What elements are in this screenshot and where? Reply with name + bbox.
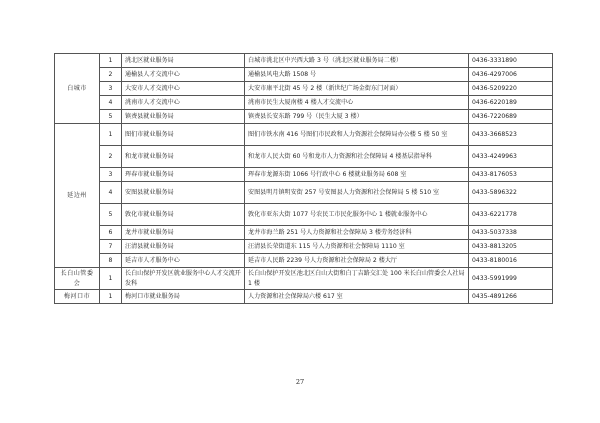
agency-address: 龙井市海兰路 251 号人力资源和社会保障局 3 楼劳务经济科 <box>245 226 469 240</box>
agency-address: 通榆县风电大路 1508 号 <box>245 68 469 82</box>
table-row <box>55 96 553 110</box>
row-number: 5 <box>100 110 122 124</box>
agency-address: 汪清县长荣街道东 115 号人力资源和社会保障局 1110 室 <box>245 240 469 254</box>
agency-phone: 0433-3668523 <box>469 124 553 146</box>
agency-name: 延吉市人才服务中心 <box>122 254 245 268</box>
row-number: 8 <box>100 254 122 268</box>
region-cell: 梅河口市 <box>55 290 100 304</box>
agency-name: 大安市人才交流中心 <box>122 82 245 96</box>
page-number: 27 <box>295 378 305 386</box>
table-row <box>55 268 553 290</box>
agency-name: 和龙市就业服务局 <box>122 146 245 168</box>
table-row <box>55 204 553 226</box>
row-number: 1 <box>100 124 122 146</box>
agency-phone: 0433-4249963 <box>469 146 553 168</box>
table-row <box>55 182 553 204</box>
region-cell: 长白山管委会 <box>55 268 100 290</box>
agency-address: 珲春市龙源东街 1066 号行政中心 6 楼就业服务局 608 室 <box>245 168 469 182</box>
table-row <box>55 146 553 168</box>
agency-address: 洮南市民生大厦南楼 4 楼人才交流中心 <box>245 96 469 110</box>
table-row <box>55 254 553 268</box>
row-number: 3 <box>100 168 122 182</box>
row-number: 7 <box>100 240 122 254</box>
row-number: 1 <box>100 268 122 290</box>
agency-phone: 0436-4297006 <box>469 68 553 82</box>
agency-phone: 0433-8813205 <box>469 240 553 254</box>
agency-address: 安图县明月镇明安街 257 号安图县人力资源和社会保障局 5 楼 510 室 <box>245 182 469 204</box>
agency-address: 长白山保护开发区池北区白山大街和白丁吉路交汇处 100 米长白山管委会人社局 1 楼 <box>245 268 469 290</box>
agency-name: 镇赉县就业服务局 <box>122 110 245 124</box>
table-row <box>55 168 553 182</box>
agency-address: 白城市洮北区中兴西大路 3 号（洮北区就业服务局二楼） <box>245 54 469 68</box>
row-number: 1 <box>100 54 122 68</box>
agency-address: 图们市铁水南 416 号图们市民政和人力资源社会保障局办公楼 5 楼 50 室 <box>245 124 469 146</box>
agency-phone: 0435-4891266 <box>469 290 553 304</box>
table-row <box>55 54 553 68</box>
row-number: 5 <box>100 204 122 226</box>
table-row <box>55 110 553 124</box>
agency-contact-table <box>54 53 553 304</box>
agency-address: 镇赉县长安东路 799 号（民生大厦 3 楼） <box>245 110 469 124</box>
row-number: 4 <box>100 182 122 204</box>
agency-phone: 0433-8180016 <box>469 254 553 268</box>
agency-name: 汪清县就业服务局 <box>122 240 245 254</box>
agency-name: 安图县就业服务局 <box>122 182 245 204</box>
agency-name: 敦化市就业服务局 <box>122 204 245 226</box>
table-row <box>55 124 553 146</box>
row-number: 4 <box>100 96 122 110</box>
agency-phone: 0436-5209220 <box>469 82 553 96</box>
row-number: 6 <box>100 226 122 240</box>
agency-name: 洮南市人才交流中心 <box>122 96 245 110</box>
agency-phone: 0436-7220689 <box>469 110 553 124</box>
agency-name: 洮北区就业服务局 <box>122 54 245 68</box>
agency-phone: 0433-6221778 <box>469 204 553 226</box>
table-row <box>55 68 553 82</box>
agency-phone: 0433-8176053 <box>469 168 553 182</box>
agency-phone: 0433-5037338 <box>469 226 553 240</box>
agency-phone: 0436-6220189 <box>469 96 553 110</box>
agency-name: 图们市就业服务局 <box>122 124 245 146</box>
agency-phone: 0433-5896322 <box>469 182 553 204</box>
table-row <box>55 226 553 240</box>
agency-name: 通榆县人才交流中心 <box>122 68 245 82</box>
agency-name: 梅河口市就业服务局 <box>122 290 245 304</box>
row-number: 1 <box>100 290 122 304</box>
row-number: 2 <box>100 146 122 168</box>
table-row <box>55 240 553 254</box>
agency-address: 敦化市亚东大街 1077 号农民工市民化服务中心 1 楼就业服务中心 <box>245 204 469 226</box>
agency-address: 和龙市人民大街 60 号和龙市人力资源和社会保障局 4 楼基层指导科 <box>245 146 469 168</box>
agency-phone: 0436-3331890 <box>469 54 553 68</box>
agency-name: 珲春市就业服务局 <box>122 168 245 182</box>
table-row <box>55 82 553 96</box>
agency-address: 延吉市人民路 2239 号人力资源和社会保障局 2 楼大厅 <box>245 254 469 268</box>
region-cell: 延边州 <box>55 124 100 268</box>
row-number: 3 <box>100 82 122 96</box>
row-number: 2 <box>100 68 122 82</box>
region-cell: 白城市 <box>55 54 100 124</box>
agency-name: 长白山保护开发区就业服务中心人才交流开发科 <box>122 268 245 290</box>
agency-name: 龙井市就业服务局 <box>122 226 245 240</box>
agency-phone: 0433-5991999 <box>469 268 553 290</box>
agency-address: 人力资源和社会保障局六楼 617 室 <box>245 290 469 304</box>
table-row <box>55 290 553 304</box>
agency-address: 大安市康平北街 45 号 2 楼（新世纪广场金街东门对面） <box>245 82 469 96</box>
